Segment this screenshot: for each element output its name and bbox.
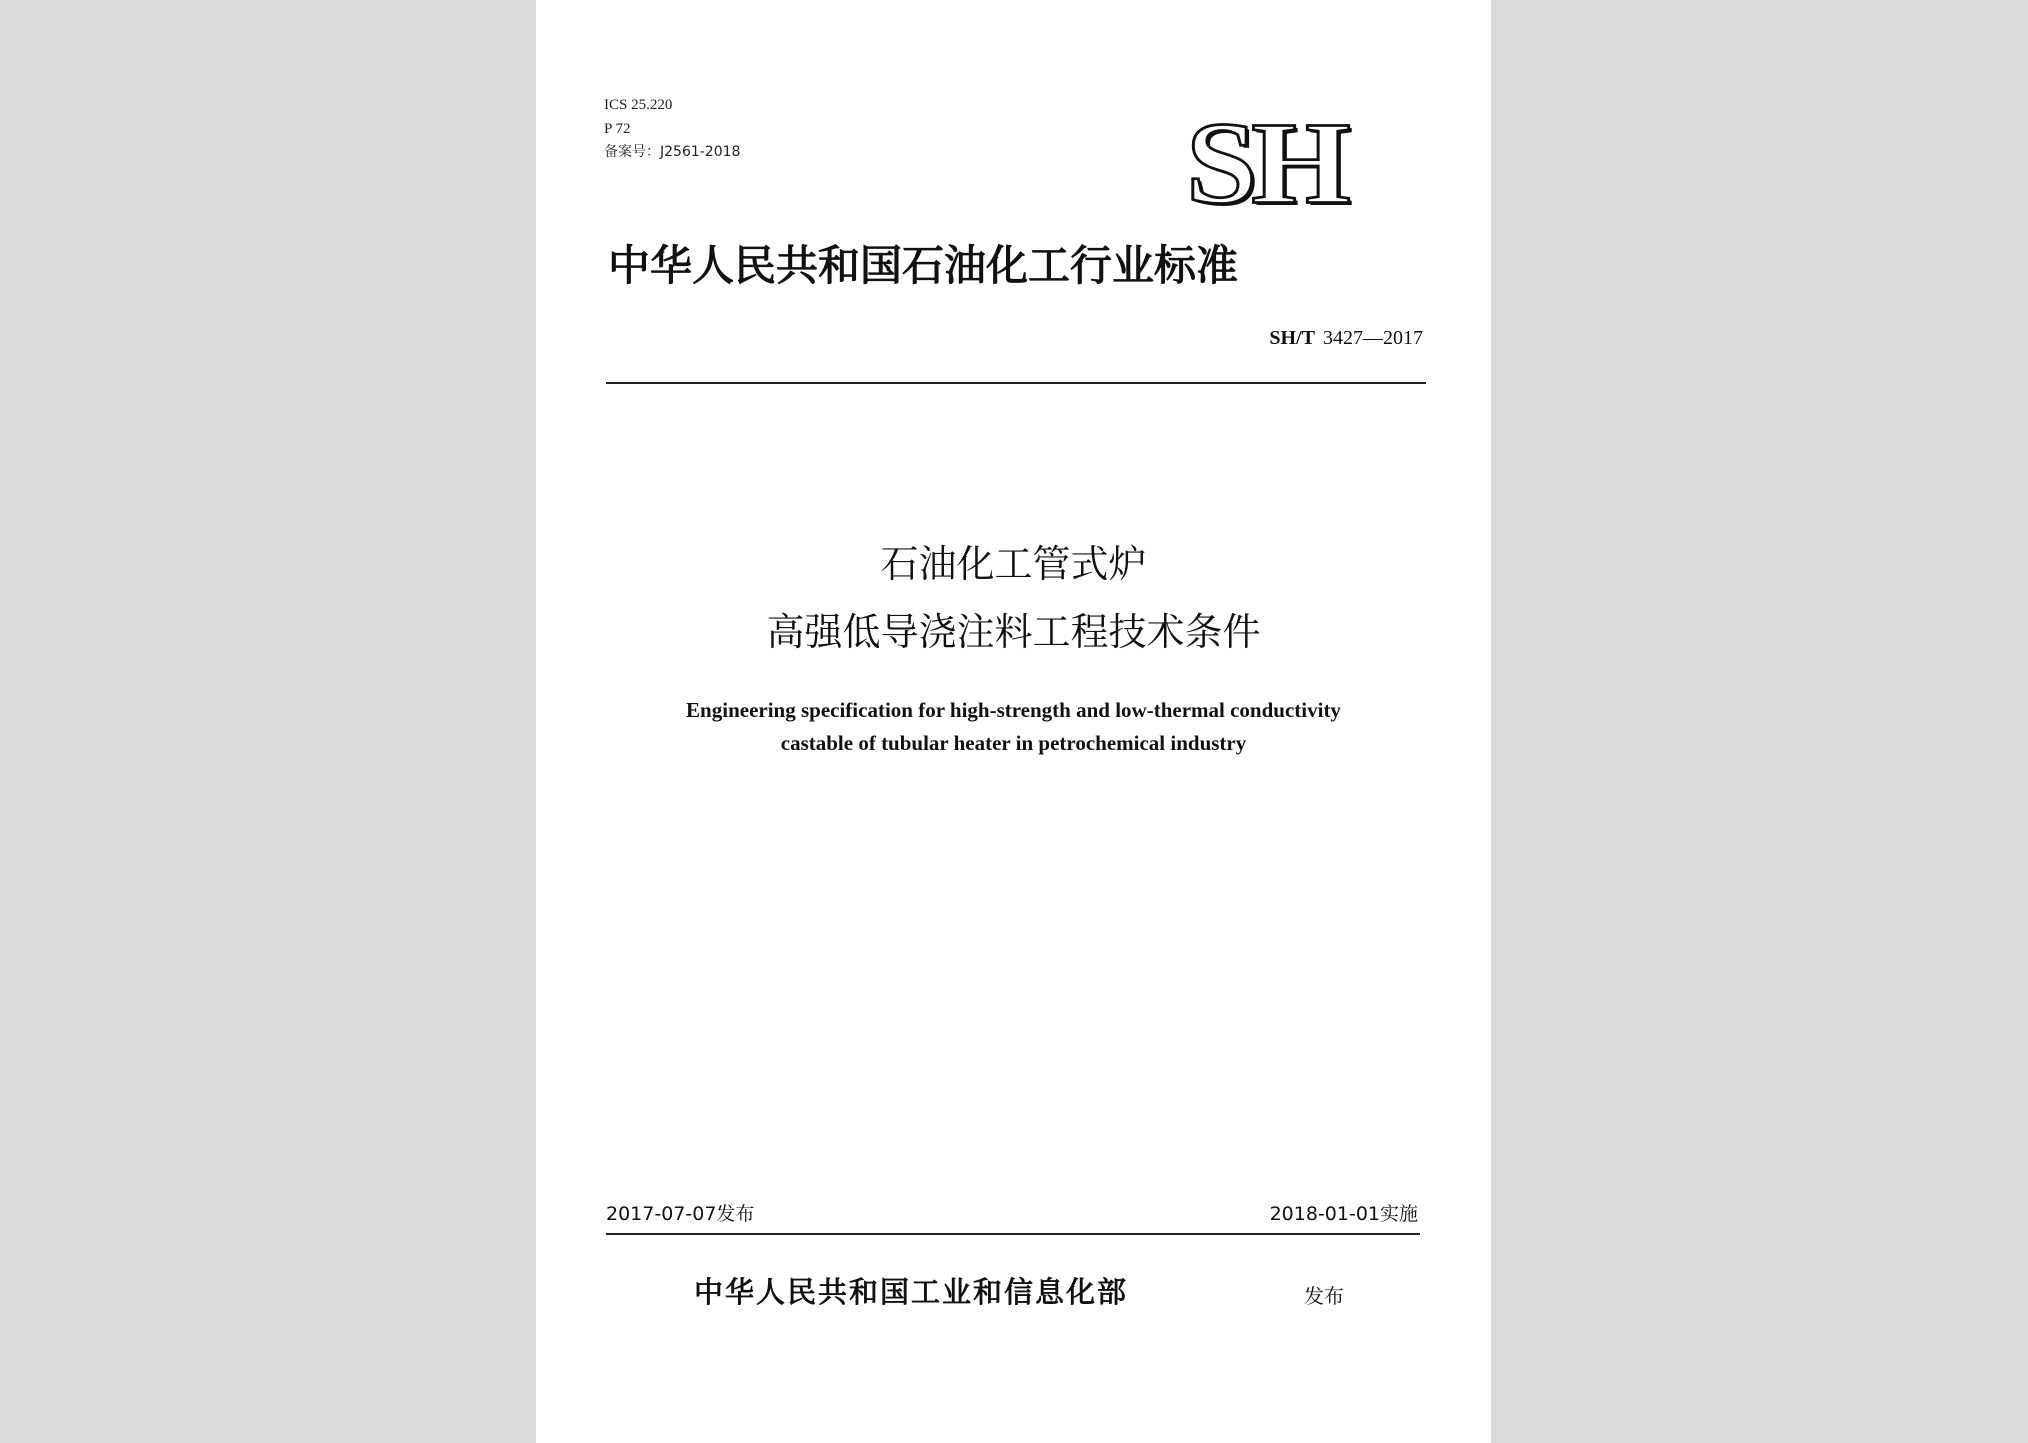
chinese-title-line-2: 高强低导浇注料工程技术条件 bbox=[766, 610, 1261, 654]
record-number: 备案号：J2561-2018 bbox=[604, 144, 741, 160]
publish-label: 发布 bbox=[1304, 1284, 1344, 1308]
footer-divider bbox=[606, 1233, 1420, 1235]
industry-standard-title: 中华人民共和国石油化工行业标准 bbox=[608, 241, 1239, 290]
standard-number-prefix: SH/T bbox=[1269, 327, 1315, 349]
header-divider bbox=[606, 382, 1426, 384]
implementation-date: 2018-01-01实施 bbox=[1269, 1203, 1418, 1225]
ics-code: ICS 25.220 bbox=[604, 97, 673, 113]
document-page bbox=[536, 0, 1491, 1443]
chinese-title-line-1: 石油化工管式炉 bbox=[880, 542, 1147, 586]
issue-date: 2017-07-07发布 bbox=[606, 1203, 755, 1225]
standard-number-value: 3427—2017 bbox=[1323, 327, 1423, 349]
classification-code: P 72 bbox=[604, 121, 631, 137]
english-title-line-2: castable of tubular heater in petrochemical industry bbox=[780, 731, 1247, 755]
english-title-line-1: Engineering specification for high-strength and low-thermal conductivity bbox=[686, 698, 1341, 722]
sh-logo: SH bbox=[1186, 97, 1345, 229]
standard-number bbox=[1269, 326, 1423, 350]
publisher-name: 中华人民共和国工业和信息化部 bbox=[694, 1275, 1129, 1309]
